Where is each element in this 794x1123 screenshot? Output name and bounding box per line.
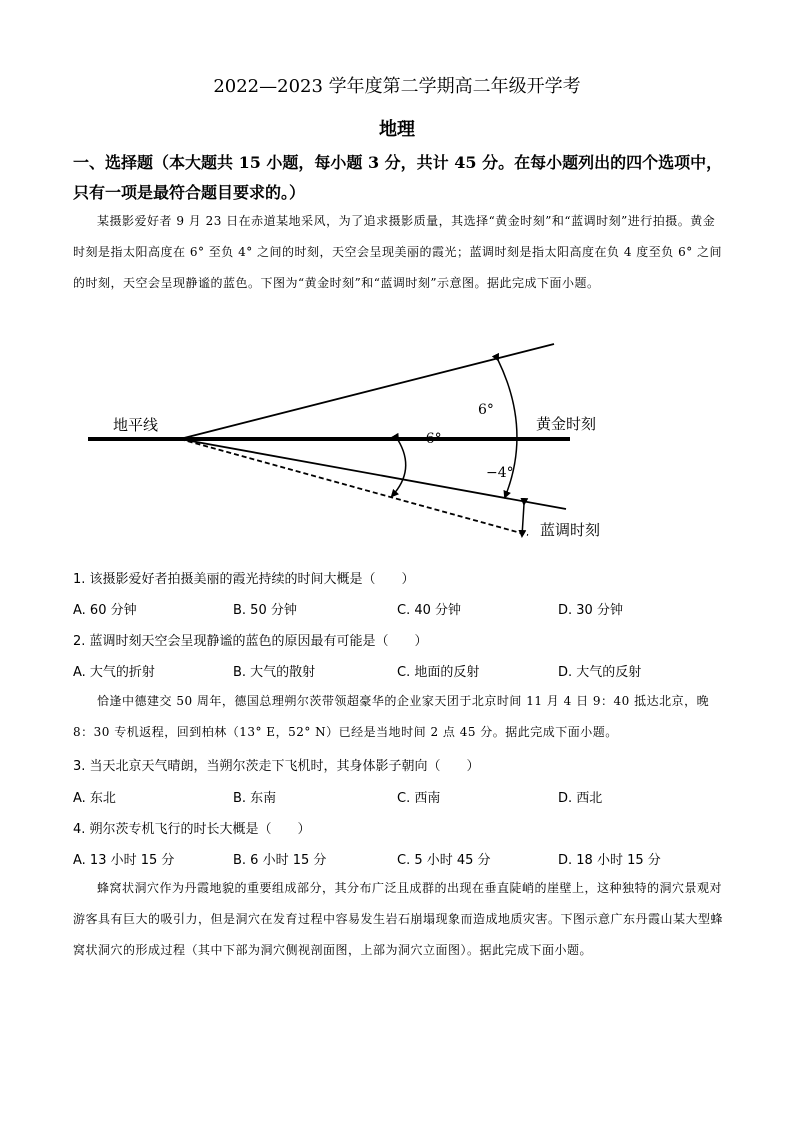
q1-option-c[interactable]: C. 40 分钟 xyxy=(397,603,462,618)
ray-minus-6 xyxy=(180,439,528,535)
angle-plus-6: 6° xyxy=(478,402,494,418)
angle-minus-4: −4° xyxy=(486,465,514,481)
q4-option-c[interactable]: C. 5 小时 45 分 xyxy=(397,853,491,868)
passage-scholz-visit: 恰逢中德建交 50 周年，德国总理朔尔茨带领超豪华的企业家天团于北京时间 11 月 4 日 9：40 抵达北京，晚 8：30 专机返程，回到柏林（13° E，52° N）已经是当地时间 2 点 45 分。据此完成下面小题。 xyxy=(73,694,710,739)
q4-option-d[interactable]: D. 18 小时 15 分 xyxy=(558,853,661,868)
ray-plus-6 xyxy=(180,344,554,439)
q4-option-a[interactable]: A. 13 小时 15 分 xyxy=(73,853,175,868)
section-heading: 一、选择题（本大题共 15 小题，每小题 3 分，共计 45 分。在每小题列出的四个选项中，只有一项是最符合题目要求的。） xyxy=(73,153,723,202)
passage-honeycomb-caves: 蜂窝状洞穴作为丹霞地貌的重要组成部分，其分布广泛且成群的出现在垂直陡峭的崖壁上，这种独特的洞穴景观对游客具有巨大的吸引力，但是洞穴在发育过程中容易发生岩石崩塌现象而造成地质灾害。下图示意广东丹霞山某大型蜂窝状洞穴的形成过程（其中下部为洞穴侧视剖面图，上部为洞穴立面图）。据此完成下面小题。 xyxy=(73,881,724,957)
q1-option-a[interactable]: A. 60 分钟 xyxy=(73,603,137,618)
blue-hour-label: 蓝调时刻 xyxy=(540,521,601,539)
question-3: 3. 当天北京天气晴朗，当朔尔茨走下飞机时，其身体影子朝向（ ） xyxy=(73,759,480,774)
question-1: 1. 该摄影爱好者拍摄美丽的霞光持续的时间大概是（ ） xyxy=(73,572,415,587)
q1-option-d[interactable]: D. 30 分钟 xyxy=(558,603,623,618)
golden-hour-label: 黄金时刻 xyxy=(536,415,597,433)
subject-title: 地理 xyxy=(379,119,415,140)
q3-option-a[interactable]: A. 东北 xyxy=(73,791,116,806)
q3-option-c[interactable]: C. 西南 xyxy=(397,791,441,806)
passage-golden-hour: 某摄影爱好者 9 月 23 日在赤道某地采风，为了追求摄影质量，其选择“黄金时刻”和“蓝调时刻”进行拍摄。黄金时刻是指太阳高度在 6° 至负 4° 之间的时刻，天空会呈现美丽的霞光；蓝调时刻是指太阳高度在负 4 度至负 6° 之间的时刻，天空会呈现静谧的蓝色。下图为“黄金时刻”和“蓝调时刻”示意图。据此完成下面小题。 xyxy=(73,214,723,290)
exam-title: 2022—2023 学年度第二学期高二年级开学考 xyxy=(213,76,581,97)
q4-option-b[interactable]: B. 6 小时 15 分 xyxy=(233,853,327,868)
minus6-arc xyxy=(392,440,406,496)
q3-option-d[interactable]: D. 西北 xyxy=(558,791,603,806)
q2-option-c[interactable]: C. 地面的反射 xyxy=(397,665,480,680)
q1-option-b[interactable]: B. 50 分钟 xyxy=(233,603,297,618)
question-4: 4. 朔尔茨专机飞行的时长大概是（ ） xyxy=(73,822,311,837)
angle-minus-6: −6° xyxy=(414,431,442,447)
golden-blue-hour-diagram xyxy=(80,330,640,550)
blue-hour-arrow xyxy=(522,504,524,536)
q2-option-a[interactable]: A. 大气的折射 xyxy=(73,665,155,680)
q2-option-b[interactable]: B. 大气的散射 xyxy=(233,665,316,680)
question-2: 2. 蓝调时刻天空会呈现静谧的蓝色的原因最有可能是（ ） xyxy=(73,634,428,649)
q2-option-d[interactable]: D. 大气的反射 xyxy=(558,665,642,680)
horizon-label: 地平线 xyxy=(113,416,159,434)
q3-option-b[interactable]: B. 东南 xyxy=(233,791,277,806)
